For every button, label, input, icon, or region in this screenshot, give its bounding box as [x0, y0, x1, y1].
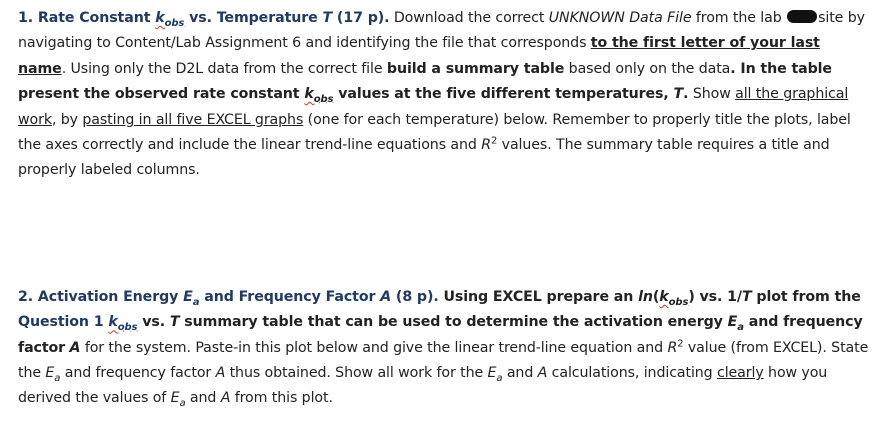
k-letter: k	[155, 10, 165, 26]
ea-symbol	[183, 288, 200, 308]
q2-text-6: calculations, indicating	[547, 365, 717, 382]
k-obs-symbol	[155, 10, 185, 29]
document-page	[18, 6, 870, 412]
k-obs-symbol	[108, 314, 138, 334]
q2-bold-2: ) vs. 1/	[688, 288, 743, 305]
ea-symbol	[45, 365, 61, 384]
q2-text-9: from this plot.	[230, 390, 333, 407]
e-letter: E	[487, 365, 497, 382]
squared-superscript: 2	[677, 337, 684, 349]
question-2-heading	[18, 288, 439, 308]
q2-text-4: thus obtained. Show all work for the	[225, 365, 488, 382]
k-letter: k	[304, 86, 314, 103]
q2-heading-text: 2. Activation Energy	[18, 288, 184, 305]
obs-subscript: obs	[117, 322, 138, 334]
q2-text-2: value (from EXCEL). State the	[18, 339, 869, 382]
q2-text-3: and frequency factor	[60, 365, 216, 382]
graphical-work-text: all the graphical work	[18, 86, 849, 128]
q2-bold-3: plot from the	[751, 288, 861, 305]
q2-bold-line	[438, 288, 861, 308]
q2-text-5: and	[502, 365, 538, 382]
q1-text-3: site by navigating to Content/Lab Assignment 6 and identifying the file that corresponds	[18, 10, 865, 52]
q2-question1-ref	[18, 314, 138, 334]
ea-symbol	[487, 365, 503, 384]
q1-vs-text: vs. Temperature	[184, 10, 323, 26]
a-subscript: a	[192, 296, 200, 308]
first-letter-instruction: to the first letter of your last name	[18, 35, 820, 77]
a-symbol: A	[215, 365, 226, 382]
q2-bold-5: and frequency factor	[18, 314, 863, 356]
clearly-text: clearly	[717, 365, 764, 382]
a-subscript: a	[737, 322, 744, 334]
open-paren: (	[652, 288, 660, 305]
redaction-mark	[787, 10, 817, 23]
a-symbol: A	[380, 288, 392, 305]
t-symbol: T	[169, 314, 180, 331]
a-symbol: A	[69, 339, 81, 356]
obs-subscript: obs	[164, 17, 185, 29]
question-1-paragraph	[18, 6, 870, 184]
k-obs-symbol	[304, 86, 334, 106]
q2-text-1: for the system. Paste-in this plot below and give the linear trend-line equation and	[80, 339, 668, 356]
e-letter: E	[727, 314, 738, 331]
ln-symbol: ln	[638, 288, 653, 305]
squared-superscript: 2	[490, 135, 498, 147]
q1-bold-1: . In the table present the observed rate constant	[18, 60, 832, 103]
q2-text-7: how you derived the values of	[18, 365, 828, 407]
e-letter: E	[45, 365, 55, 382]
q1-text-6: Show	[688, 86, 736, 103]
r-symbol: R	[667, 339, 678, 356]
q1-text-2: from the lab	[691, 10, 787, 26]
pasting-graphs-text: pasting in all five EXCEL graphs	[82, 111, 304, 128]
q1-text-1: Download the correct	[389, 10, 549, 26]
q2-points: (8 p).	[391, 288, 439, 305]
k-letter: k	[108, 314, 118, 331]
a-subscript: a	[496, 372, 503, 384]
ea-symbol	[170, 390, 186, 410]
q2-bold-1: Using EXCEL prepare an	[438, 288, 639, 305]
e-letter: E	[183, 288, 193, 305]
q1-text-7: , by	[51, 111, 83, 128]
t-symbol: T	[742, 288, 752, 305]
q2-and-freq-text: and Frequency Factor	[199, 288, 381, 305]
unknown-data-file-text: UNKNOWN Data File	[548, 10, 692, 26]
q1-text-4: . Using only the D2L data from the correct file	[61, 60, 387, 77]
ea-symbol	[727, 314, 744, 334]
a-subscript: a	[179, 398, 186, 410]
q1-bold-3: .	[683, 86, 689, 103]
e-letter: E	[170, 390, 180, 407]
obs-subscript: obs	[668, 296, 689, 308]
question-1-heading	[18, 10, 390, 29]
obs-subscript: obs	[313, 94, 334, 106]
a-subscript: a	[54, 372, 61, 384]
t-symbol: T	[322, 10, 333, 26]
question-2-paragraph	[18, 285, 870, 412]
q1-text-8: (one for each temperature) below. Remember to properly title the plots, label the axes correctly and include the linear trend-line equations and	[18, 111, 851, 154]
t-symbol: T	[673, 86, 684, 103]
a-symbol: A	[220, 390, 231, 407]
q2-vs-text: vs.	[137, 314, 170, 331]
r-symbol: R	[481, 137, 491, 154]
question-1-ref-text: Question 1	[18, 314, 109, 331]
k-letter: k	[659, 288, 669, 305]
q2-bold-4: summary table that can be used to determine the activation energy	[179, 314, 728, 331]
q1-bold-2: values at the five different temperatures,	[333, 86, 674, 103]
build-summary-table-text: build a summary table	[386, 60, 565, 77]
q1-text-9: values. The summary table requires a title and properly labeled columns.	[18, 137, 830, 179]
q1-points: (17 p).	[332, 10, 390, 26]
k-obs-symbol	[659, 288, 689, 308]
q1-heading-text: 1. Rate Constant	[18, 10, 156, 26]
q2-text-8: and	[185, 390, 221, 407]
q1-text-5: based only on the data	[564, 60, 731, 77]
a-symbol: A	[537, 365, 548, 382]
